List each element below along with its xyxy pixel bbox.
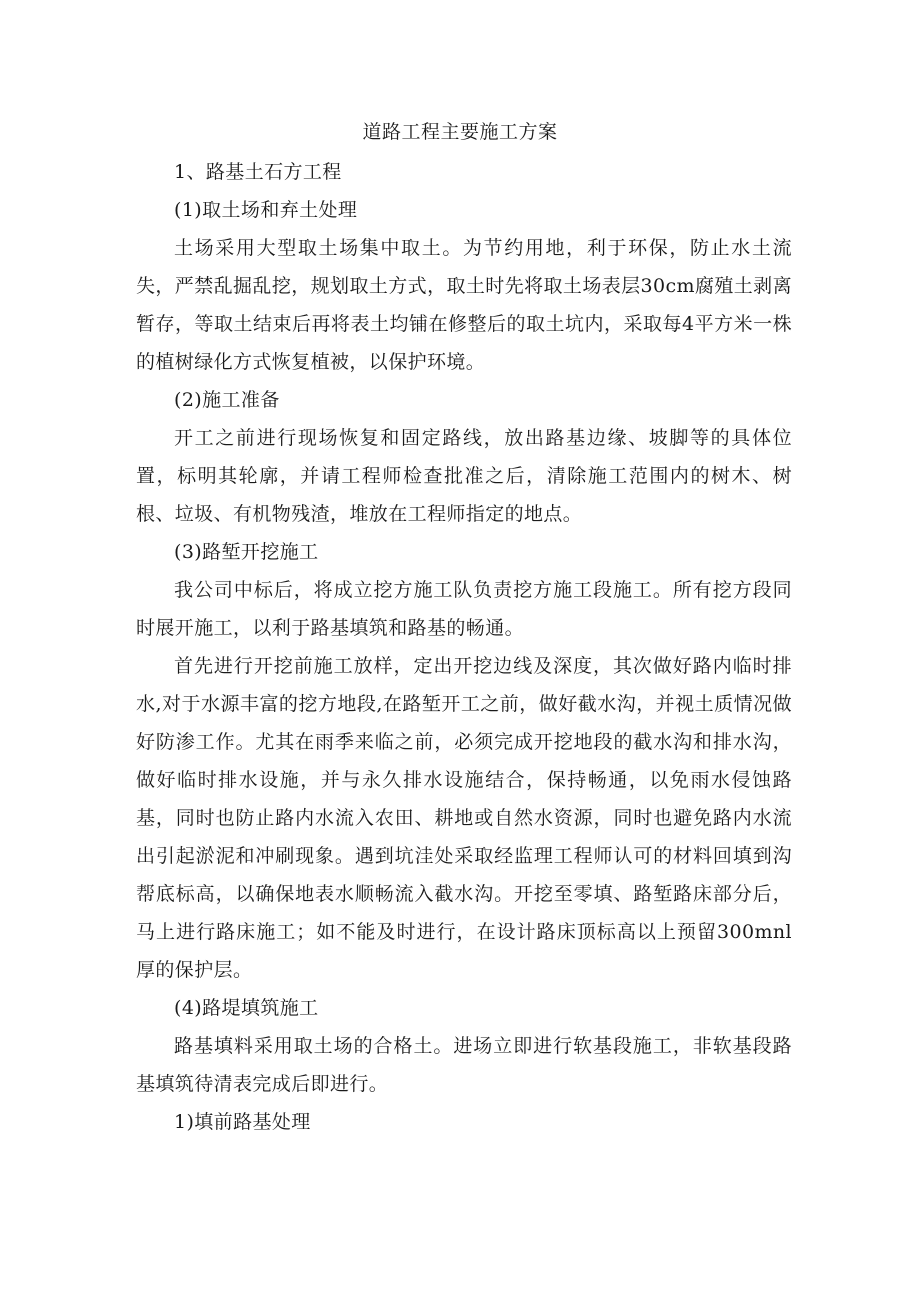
paragraph: 首先进行开挖前施工放样，定出开挖边线及深度，其次做好路内临时排水,对于水源丰富的挖方地段,在路堑开工之前，做好截水沟，并视土质情况做好防渗工作。尤其在雨季来临之前，必须完成开挖地段的截水沟和排水沟，做好临时排水设施，并与永久排水设施结合，保持畅通，以免雨水侵蚀路基，同时也防止路内水流入农田、耕地或自然水资源，同时也避免路内水流出引起淤泥和冲刷现象。遇到坑洼处采取经监理工程师认可的材料回填到沟帮底标高，以确保地表水顺畅流入截水沟。开挖至零填、路堑路床部分后，马上进行路床施工；如不能及时进行，在设计路床顶标高以上预留300mnl厚的保护层。 xyxy=(136,655,792,981)
paragraph: 开工之前进行现场恢复和固定路线，放出路基边缘、坡脚等的具体位置，标明其轮廓，并请工程师检查批准之后，清除施工范围内的树木、树根、垃圾、有机物残渣，堆放在工程师指定的地点。 xyxy=(136,427,792,525)
subsection-heading: (3)路堑开挖施工 xyxy=(174,541,319,563)
paragraph: 我公司中标后，将成立挖方施工队负责挖方施工段施工。所有挖方段同时展开施工，以利于路基填筑和路基的畅通。 xyxy=(136,579,792,639)
subsection-heading: (4)路堤填筑施工 xyxy=(174,997,319,1019)
subsection-heading: (1)取土场和弃土处理 xyxy=(174,199,358,221)
document-body xyxy=(136,153,792,1141)
document-title: 道路工程主要施工方案 xyxy=(362,121,558,143)
subsection-heading: (2)施工准备 xyxy=(174,389,280,411)
section-heading: 1、路基土石方工程 xyxy=(174,161,342,183)
subsection-heading: 1)填前路基处理 xyxy=(174,1111,311,1133)
paragraph: 路基填料采用取土场的合格土。进场立即进行软基段施工，非软基段路基填筑待清表完成后即进行。 xyxy=(136,1035,792,1095)
paragraph: 土场采用大型取土场集中取土。为节约用地，利于环保，防止水土流失，严禁乱掘乱挖，规划取土方式，取土时先将取土场表层30cm腐殖土剥离暂存，等取土结束后再将表土均铺在修整后的取土坑内，采取每4平方米一株的植树绿化方式恢复植被，以保护环境。 xyxy=(136,237,792,373)
